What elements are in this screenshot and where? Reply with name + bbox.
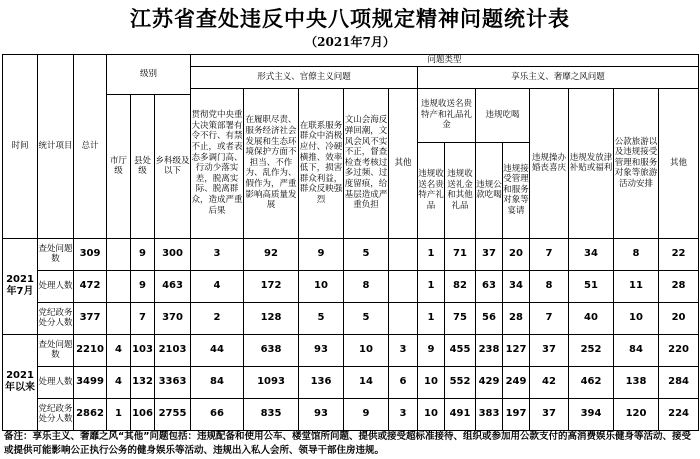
value-cell: 7 <box>131 302 155 334</box>
stat-item-cell: 处理人数 <box>38 270 74 302</box>
value-cell: 220 <box>659 334 699 366</box>
header-total: 总计 <box>74 55 107 239</box>
value-cell: 9 <box>131 270 155 302</box>
value-cell: 51 <box>569 270 614 302</box>
table-row <box>3 398 699 430</box>
header-time: 时间 <box>3 55 38 239</box>
value-cell: 93 <box>299 398 344 430</box>
header-h-gift: 违规收送名贵特产和礼品礼金 <box>418 88 476 142</box>
value-cell: 472 <box>74 270 107 302</box>
value-cell: 10 <box>614 302 659 334</box>
value-cell: 14 <box>344 366 389 398</box>
value-cell: 20 <box>503 238 530 270</box>
header-f1: 贯彻党中央重大决策部署有令不行、有禁不止，或者表态多调门高、行动少落实差，脱离实际、脱离群众，造成严重后果 <box>191 88 244 238</box>
page-subtitle: （2021年7月） <box>305 35 395 49</box>
value-cell: 44 <box>191 334 244 366</box>
header-h-meal: 违规吃喝 <box>476 88 530 142</box>
header-level-township: 乡科级及以下 <box>155 94 191 238</box>
value-cell: 1093 <box>244 366 299 398</box>
value-cell: 2755 <box>155 398 191 430</box>
value-cell <box>389 270 418 302</box>
value-cell: 172 <box>244 270 299 302</box>
statistics-table <box>2 54 699 431</box>
value-cell: 34 <box>503 270 530 302</box>
value-cell: 3 <box>389 334 418 366</box>
table-row <box>3 270 699 302</box>
value-cell: 284 <box>659 366 699 398</box>
value-cell: 835 <box>244 398 299 430</box>
value-cell: 455 <box>445 334 476 366</box>
value-cell: 252 <box>569 334 614 366</box>
value-cell <box>107 302 131 334</box>
value-cell: 106 <box>131 398 155 430</box>
value-cell: 22 <box>659 238 699 270</box>
header-h-subsidy: 违规发放津补贴或福利 <box>569 88 614 238</box>
value-cell <box>389 238 418 270</box>
value-cell: 9 <box>418 334 445 366</box>
value-cell: 197 <box>503 398 530 430</box>
value-cell: 75 <box>445 302 476 334</box>
value-cell: 463 <box>155 270 191 302</box>
value-cell: 34 <box>569 238 614 270</box>
value-cell: 6 <box>389 366 418 398</box>
value-cell: 132 <box>131 366 155 398</box>
value-cell: 5 <box>344 302 389 334</box>
value-cell: 429 <box>476 366 503 398</box>
value-cell <box>389 302 418 334</box>
header-h-wedding: 违规操办婚丧喜庆 <box>530 88 569 238</box>
header-problem-type: 问题类型 <box>191 55 699 67</box>
value-cell: 9 <box>131 238 155 270</box>
value-cell: 2103 <box>155 334 191 366</box>
value-cell: 42 <box>530 366 569 398</box>
header-h-gift-a: 违规收送名贵特产礼品 <box>418 142 445 238</box>
value-cell: 491 <box>445 398 476 430</box>
value-cell: 2862 <box>74 398 107 430</box>
header-h-other: 其他 <box>659 88 699 238</box>
value-cell: 383 <box>476 398 503 430</box>
value-cell: 20 <box>659 302 699 334</box>
value-cell: 1 <box>107 398 131 430</box>
value-cell: 224 <box>659 398 699 430</box>
table-body <box>3 238 699 430</box>
stat-item-cell: 党纪政务处分人数 <box>38 398 74 430</box>
stat-item-cell: 查处问题数 <box>38 238 74 270</box>
value-cell: 4 <box>191 270 244 302</box>
value-cell: 8 <box>344 270 389 302</box>
value-cell: 37 <box>530 398 569 430</box>
header-formalism: 形式主义、官僚主义问题 <box>191 66 418 88</box>
value-cell: 638 <box>244 334 299 366</box>
header-hedonism: 享乐主义、奢靡之风问题 <box>418 66 699 88</box>
header-f2: 在履职尽责、服务经济社会发展和生态环境保护方面不担当、不作为、乱作为、假作为，严重影响高质量发展 <box>244 88 299 238</box>
value-cell: 1 <box>418 302 445 334</box>
value-cell: 28 <box>659 270 699 302</box>
table-row <box>3 366 699 398</box>
value-cell <box>107 238 131 270</box>
value-cell: 2 <box>191 302 244 334</box>
value-cell: 238 <box>476 334 503 366</box>
value-cell: 300 <box>155 238 191 270</box>
value-cell: 103 <box>131 334 155 366</box>
value-cell: 9 <box>344 398 389 430</box>
footnote: 备注：享乐主义、奢靡之风“其他”问题包括：违规配备和使用公车、楼堂馆所问题、提供或接受超标准接待、组织或参加用公款支付的高消费娱乐健身等活动、接受或提供可能影响公正执行公务的健身娱乐等活动、违规出入私人会所、领导干部住房违规。 <box>4 431 691 456</box>
header-f3: 在联系服务群众中消极应付、冷硬横推、效率低下，损害群众利益，群众反映强烈 <box>299 88 344 238</box>
value-cell: 3363 <box>155 366 191 398</box>
value-cell: 84 <box>614 334 659 366</box>
value-cell: 249 <box>503 366 530 398</box>
value-cell: 136 <box>299 366 344 398</box>
table-row <box>3 302 699 334</box>
value-cell: 9 <box>299 238 344 270</box>
value-cell: 10 <box>418 398 445 430</box>
header-f4: 文山会海反弹回潮，文风会风不实不正，督查检查考核过多过频、过度留痕，给基层造成严重负担 <box>344 88 389 238</box>
header-stat-item: 统计项目 <box>38 55 74 239</box>
value-cell: 11 <box>614 270 659 302</box>
header-h-meal-b: 违规接受管理和服务对象等宴请 <box>503 142 530 238</box>
value-cell: 37 <box>476 238 503 270</box>
value-cell: 10 <box>418 366 445 398</box>
value-cell: 462 <box>569 366 614 398</box>
value-cell: 552 <box>445 366 476 398</box>
value-cell: 4 <box>107 366 131 398</box>
period-cell: 2021年7月 <box>3 238 38 334</box>
stat-item-cell: 查处问题数 <box>38 334 74 366</box>
period-cell: 2021年以来 <box>3 334 38 430</box>
table-row <box>3 334 699 366</box>
value-cell: 10 <box>344 334 389 366</box>
stat-item-cell: 处理人数 <box>38 366 74 398</box>
value-cell: 7 <box>530 238 569 270</box>
header-level: 级别 <box>107 55 191 95</box>
value-cell: 8 <box>530 270 569 302</box>
value-cell: 127 <box>503 334 530 366</box>
value-cell: 370 <box>155 302 191 334</box>
value-cell: 1 <box>418 270 445 302</box>
header-h-gift-b: 违规收送礼金和其他礼品 <box>445 142 476 238</box>
page-title: 江苏省查处违反中央八项规定精神问题统计表 <box>130 6 570 31</box>
value-cell: 377 <box>74 302 107 334</box>
value-cell: 4 <box>107 334 131 366</box>
header-level-city: 市厅级 <box>107 94 131 238</box>
value-cell: 56 <box>476 302 503 334</box>
value-cell: 5 <box>344 238 389 270</box>
value-cell: 71 <box>445 238 476 270</box>
value-cell <box>107 270 131 302</box>
stat-item-cell: 党纪政务处分人数 <box>38 302 74 334</box>
value-cell: 92 <box>244 238 299 270</box>
value-cell: 37 <box>530 334 569 366</box>
header-h-travel: 公款旅游以及违规接受管理和服务对象等旅游活动安排 <box>614 88 659 238</box>
value-cell: 8 <box>614 238 659 270</box>
value-cell: 138 <box>614 366 659 398</box>
header-h-meal-a: 违规公款吃喝 <box>476 142 503 238</box>
value-cell: 2210 <box>74 334 107 366</box>
value-cell: 82 <box>445 270 476 302</box>
value-cell: 40 <box>569 302 614 334</box>
value-cell: 394 <box>569 398 614 430</box>
value-cell: 10 <box>299 270 344 302</box>
value-cell: 1 <box>418 238 445 270</box>
value-cell: 3 <box>389 398 418 430</box>
value-cell: 93 <box>299 334 344 366</box>
value-cell: 28 <box>503 302 530 334</box>
table-row <box>3 238 699 270</box>
value-cell: 128 <box>244 302 299 334</box>
header-level-county: 县处级 <box>131 94 155 238</box>
value-cell: 120 <box>614 398 659 430</box>
value-cell: 7 <box>530 302 569 334</box>
value-cell: 66 <box>191 398 244 430</box>
value-cell: 5 <box>299 302 344 334</box>
value-cell: 3499 <box>74 366 107 398</box>
header-f-other: 其他 <box>389 88 418 238</box>
value-cell: 3 <box>191 238 244 270</box>
value-cell: 84 <box>191 366 244 398</box>
value-cell: 309 <box>74 238 107 270</box>
value-cell: 63 <box>476 270 503 302</box>
